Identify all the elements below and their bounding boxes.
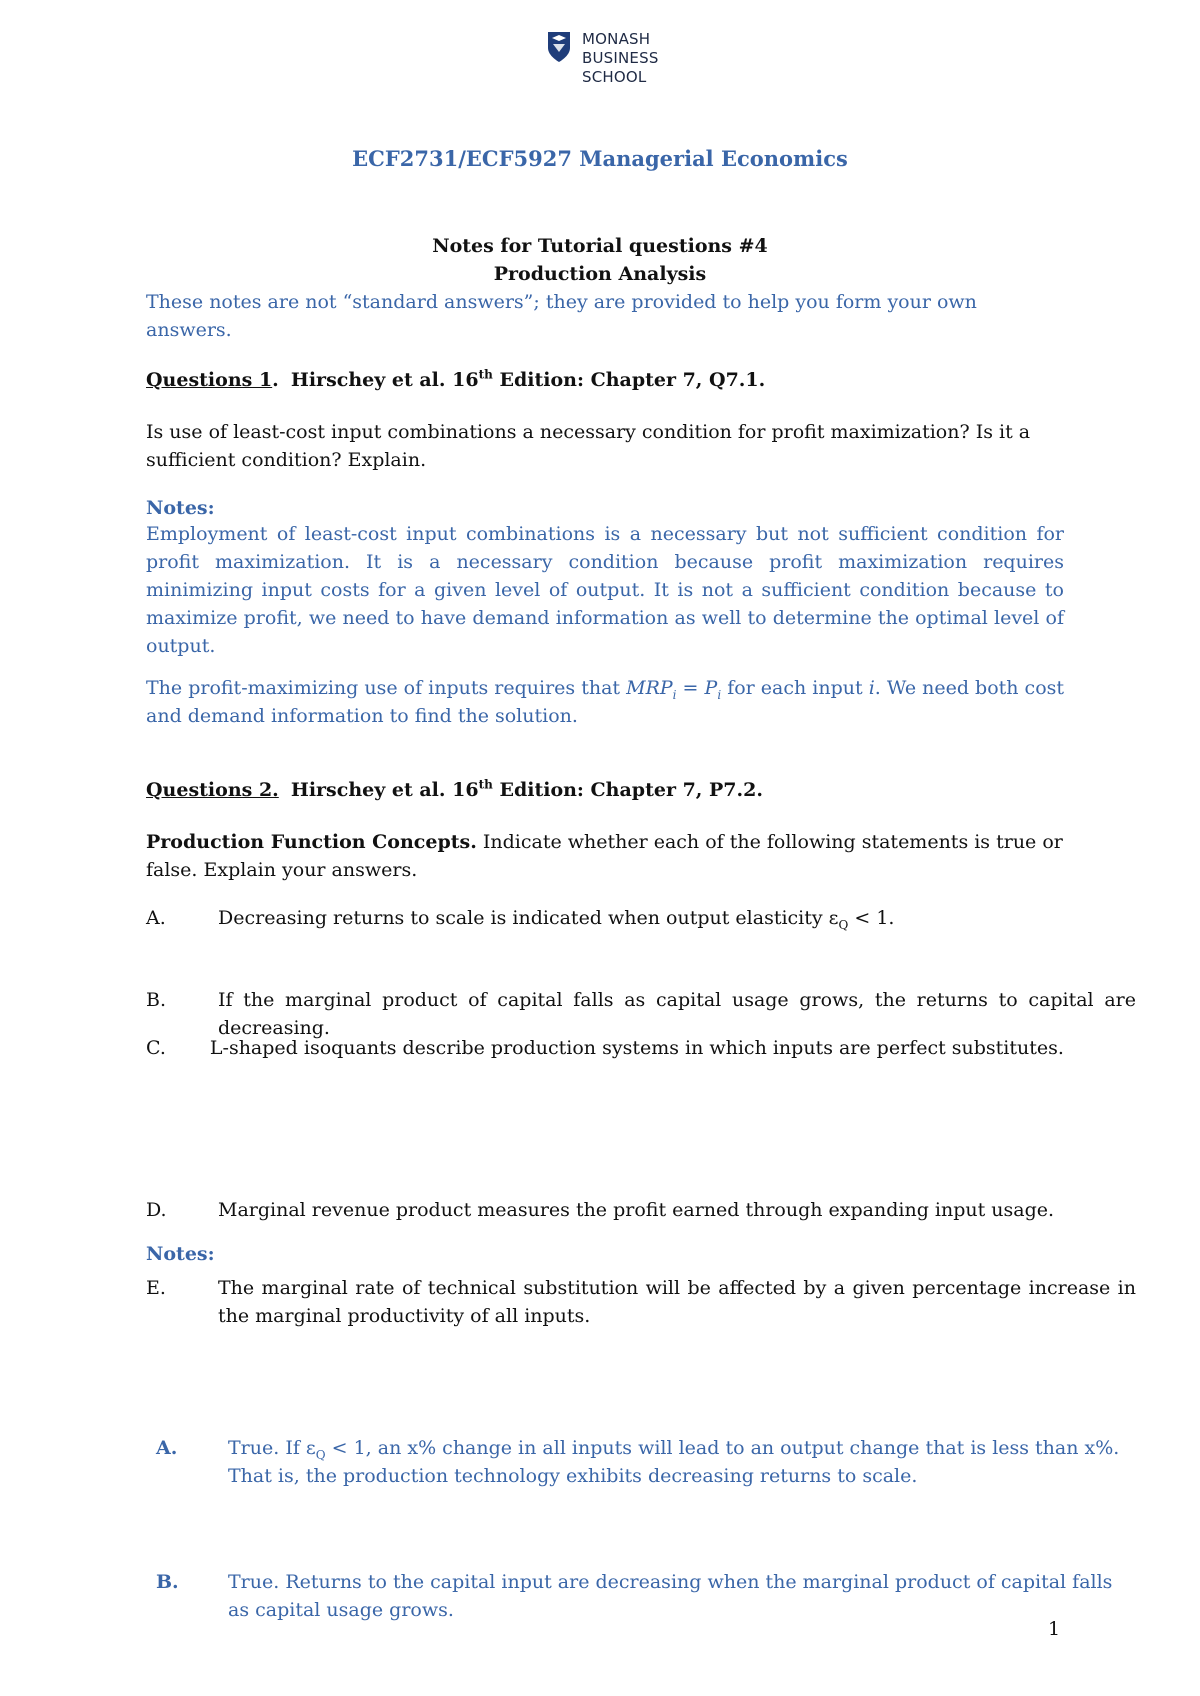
question-2-item-c: C. L-shaped isoquants describe production systems in which inputs are perfect substitutes. xyxy=(146,1037,1064,1059)
page-number: 1 xyxy=(1048,1618,1061,1640)
logo-line-3: SCHOOL xyxy=(582,68,647,86)
document-heading xyxy=(0,232,1200,288)
course-title: ECF2731/ECF5927 Managerial Economics xyxy=(352,146,848,171)
question-1-heading: Questions 1. Hirschey et al. 16th Edition: Chapter 7, Q7.1. xyxy=(146,367,766,391)
monash-crest-icon xyxy=(546,30,572,64)
question-1-ref: Hirschey et al. 16 xyxy=(290,369,479,391)
question-2-item-a: A. Decreasing returns to scale is indicated when output elasticity $\varepsilon_Q < 1$. xyxy=(146,907,895,932)
question-2-item-e: E. The marginal rate of technical substitution will be affected by a given percentage increase in the marginal productivity of all inputs. xyxy=(146,1277,1136,1327)
question-2-label: Questions 2. xyxy=(146,779,279,801)
logo-line-1: MONASH xyxy=(582,30,651,48)
heading-line-2: Production Analysis xyxy=(493,263,707,285)
question-1-notes-paragraph-2: The profit-maximizing use of inputs requires that $MRP_i = P_i$ for each input i. We need both cost and demand information to find the solution. xyxy=(146,677,1065,727)
heading-line-1: Notes for Tutorial questions #4 xyxy=(432,235,768,257)
question-2-notes-label: Notes: xyxy=(146,1243,215,1265)
question-1-notes-label: Notes: xyxy=(146,497,215,519)
question-2-item-b: B. If the marginal product of capital falls as capital usage grows, the returns to capital are decreasing. xyxy=(146,989,1136,1039)
question-1-notes-paragraph-1: Employment of least-cost input combinations is a necessary but not sufficient condition for profit maximization. It is a necessary condition because profit maximization requires minimizing input costs for a given level of output. It is not a sufficient condition because to maximize profit, we need to have demand information as well to determine the optimal level of output. xyxy=(146,523,1064,657)
question-2-heading: Questions 2. Hirschey et al. 16th Edition: Chapter 7, P7.2. xyxy=(146,777,763,801)
question-2-note-b: B. True. Returns to the capital input are decreasing when the marginal product of capital falls as capital usage grows. xyxy=(156,1571,1113,1621)
question-1-label: Questions 1 xyxy=(146,369,273,391)
question-1-text: Is use of least-cost input combinations a necessary condition for profit maximization? Is it a sufficient condition? Explain. xyxy=(146,421,1031,471)
monash-business-school-logo xyxy=(546,30,666,86)
question-2-ref: Hirschey et al. 16 xyxy=(290,779,479,801)
logo-line-2: BUSINESS xyxy=(582,49,659,67)
intro-note: These notes are not “standard answers”; they are provided to help you form your own answers. xyxy=(146,291,977,341)
question-2-intro: Production Function Concepts. Indicate whether each of the following statements is true or false. Explain your answers. xyxy=(146,831,1063,881)
question-2-item-d: D. Marginal revenue product measures the profit earned through expanding input usage. xyxy=(146,1199,1055,1221)
question-2-note-a: A. True. If $\varepsilon_Q < 1$, an x% change in all inputs will lead to an output change that is less than x%. That is, the production technology exhibits decreasing returns to scale. xyxy=(156,1437,1120,1487)
